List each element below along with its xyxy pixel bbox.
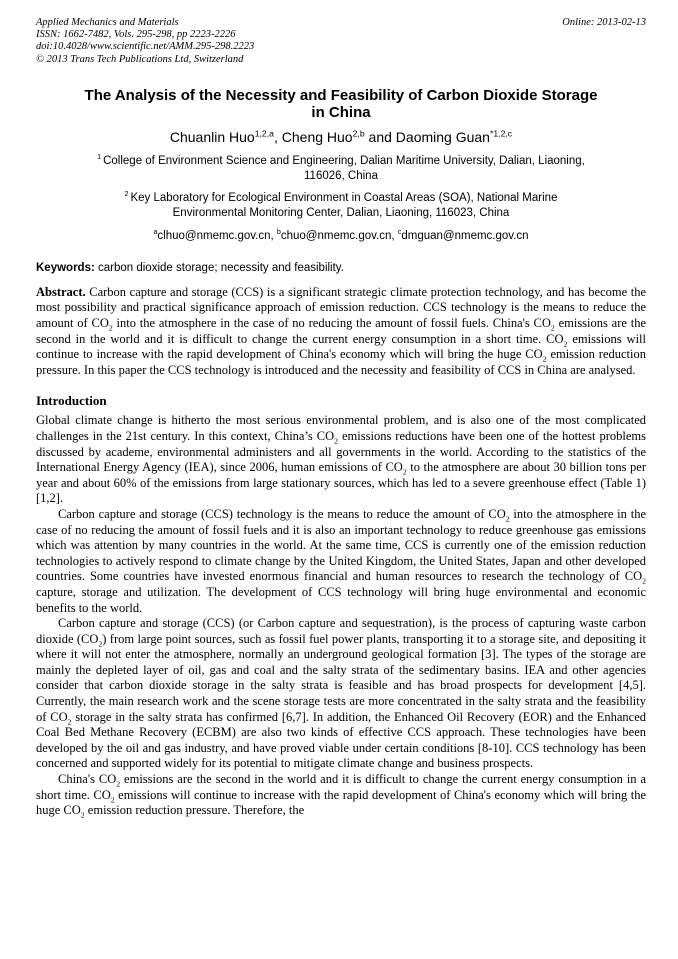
journal-info-block [36,17,254,66]
introduction-paragraph-1: Global climate change is hitherto the most serious environmental problem, and is also one of the most complicated challenges in the 21st century. In this context, China’s $CO_2$ emissions reductions have been one of the hottest problems discussed by academe, environmental administers and all governments in the world. According to the statistics of the International Energy Agency (IEA), since 2006, human emissions of $CO_2$ to the atmosphere are about 30 billion tons per year and about 60% of the emissions from large stationary sources, which has led to a severe greenhouse effect (Table 1) [1,2]. [36,413,646,506]
journal-name: Applied Mechanics and Materials [36,17,179,28]
section-heading-introduction: Introduction [36,393,107,409]
doi-line: doi:10.4028/www.scientific.net/AMM.295-298.2223 [36,41,255,53]
authors-line: Chuanlin Huo$^{1,2,a}$, Cheng Huo$^{2,b}$ and Daoming Guan$^{*1,2,c}$ [169,128,513,145]
author-emails: $^a$clhuo@nmemc.gov.cn, $^b$chuo@nmemc.gov.cn, $^c$dmguan@nmemc.gov.cn [153,227,529,242]
affiliation-2: $^2$ Key Laboratory for Ecological Environment in Coastal Areas (SOA), National Marine Environmental Monitoring Center, Dalian, Liaoning, 116023, China [124,189,558,219]
introduction-paragraph-4: China's $CO_2$ emissions are the second in the world and it is difficult to change the current energy consumption in a short time. $CO_2$ emissions will continue to increase with the rapid development of China's economy which will bring the huge $CO_2$ emission reduction pressure. Therefore, the [36,772,647,820]
abstract-paragraph: Abstract. Carbon capture and storage (CCS) is a significant strategic climate protection technology, and has become the most possibility and practical significance approach of emission reduction. CCS technology is the means to reduce the amount of $CO_2$ into the atmosphere in the case of no reducing the amount of fossil fuels. China's $CO_2$ emissions are the second in the world and it is difficult to change the current energy consumption in a short time. $CO_2$ emissions will continue to increase with the rapid development of China's economy which will bring the huge $CO_2$ emission reduction pressure. In this paper the CCS technology is introduced and the necessity and feasibility of CCS in China are analysed. [36,284,647,377]
keywords-line: Keywords: carbon dioxide storage; necessity and feasibility. [36,261,344,274]
paper-title: The Analysis of the Necessity and Feasibility of Carbon Dioxide Storage in China [84,86,598,122]
issn-line: ISSN: 1662-7482, Vols. 295-298, pp 2223-2226 [36,29,236,41]
introduction-paragraph-3: Carbon capture and storage (CCS) (or Carbon capture and sequestration), is the process of capturing waste carbon dioxide $(CO_2)$ from large point sources, such as fossil fuel power plants, transporting it to a storage site, and depositing it where it will not enter the atmosphere, normally an underground geological formation [3]. The types of the storage are mainly the depleted layer of oil, gas and coal and the salty strata of the sedimentary basins. IEA and other agencies consider that carbon dioxide storage in the salty strata is feasible and has broad prospects for development [4,5]. Currently, the main research work and the scene storage tests are more concentrated in the salty strata and the feasibility of $CO_2$ storage in the salty strata has confirmed [6,7]. In addition, the Enhanced Oil Recovery (EOR) and the Enhanced Coal Bed Methane Recovery (ECBM) are also two kinds of effective CCS approach. These technologies have been developed by the oil and gas industry, and have proved viable under certain conditions [8-10]. CCS technology has been concerned and supported widely for its potential to mitigate climate change and business prospects. [36,616,646,771]
affiliation-1: $^1$ College of Environment Science and Engineering, Dalian Maritime University, Dalian, Liaoning, 116026, China [97,152,585,182]
introduction-paragraph-2: Carbon capture and storage (CCS) technology is the means to reduce the amount of $CO_2$ into the atmosphere in the case of no reducing the amount of fossil fuels and it is also an important technology to reduce greenhouse gas emissions which was attention by many countries in the world. At the same time, CCS is currently one of the emission reduction technologies to actively respond to climate change by the United Kingdom, the United States, Japan and other developed countries. Some countries have invested enormous financial and human resources to research the technology of $CO_2$ capture, storage and utilization. The development of CCS technology will bring huge environmental and economic benefits to the world. [36,506,646,615]
journal-header [36,17,646,66]
online-date: Online: 2013-02-13 [562,17,646,28]
copyright-line: © 2013 Trans Tech Publications Ltd, Switzerland [36,53,244,65]
